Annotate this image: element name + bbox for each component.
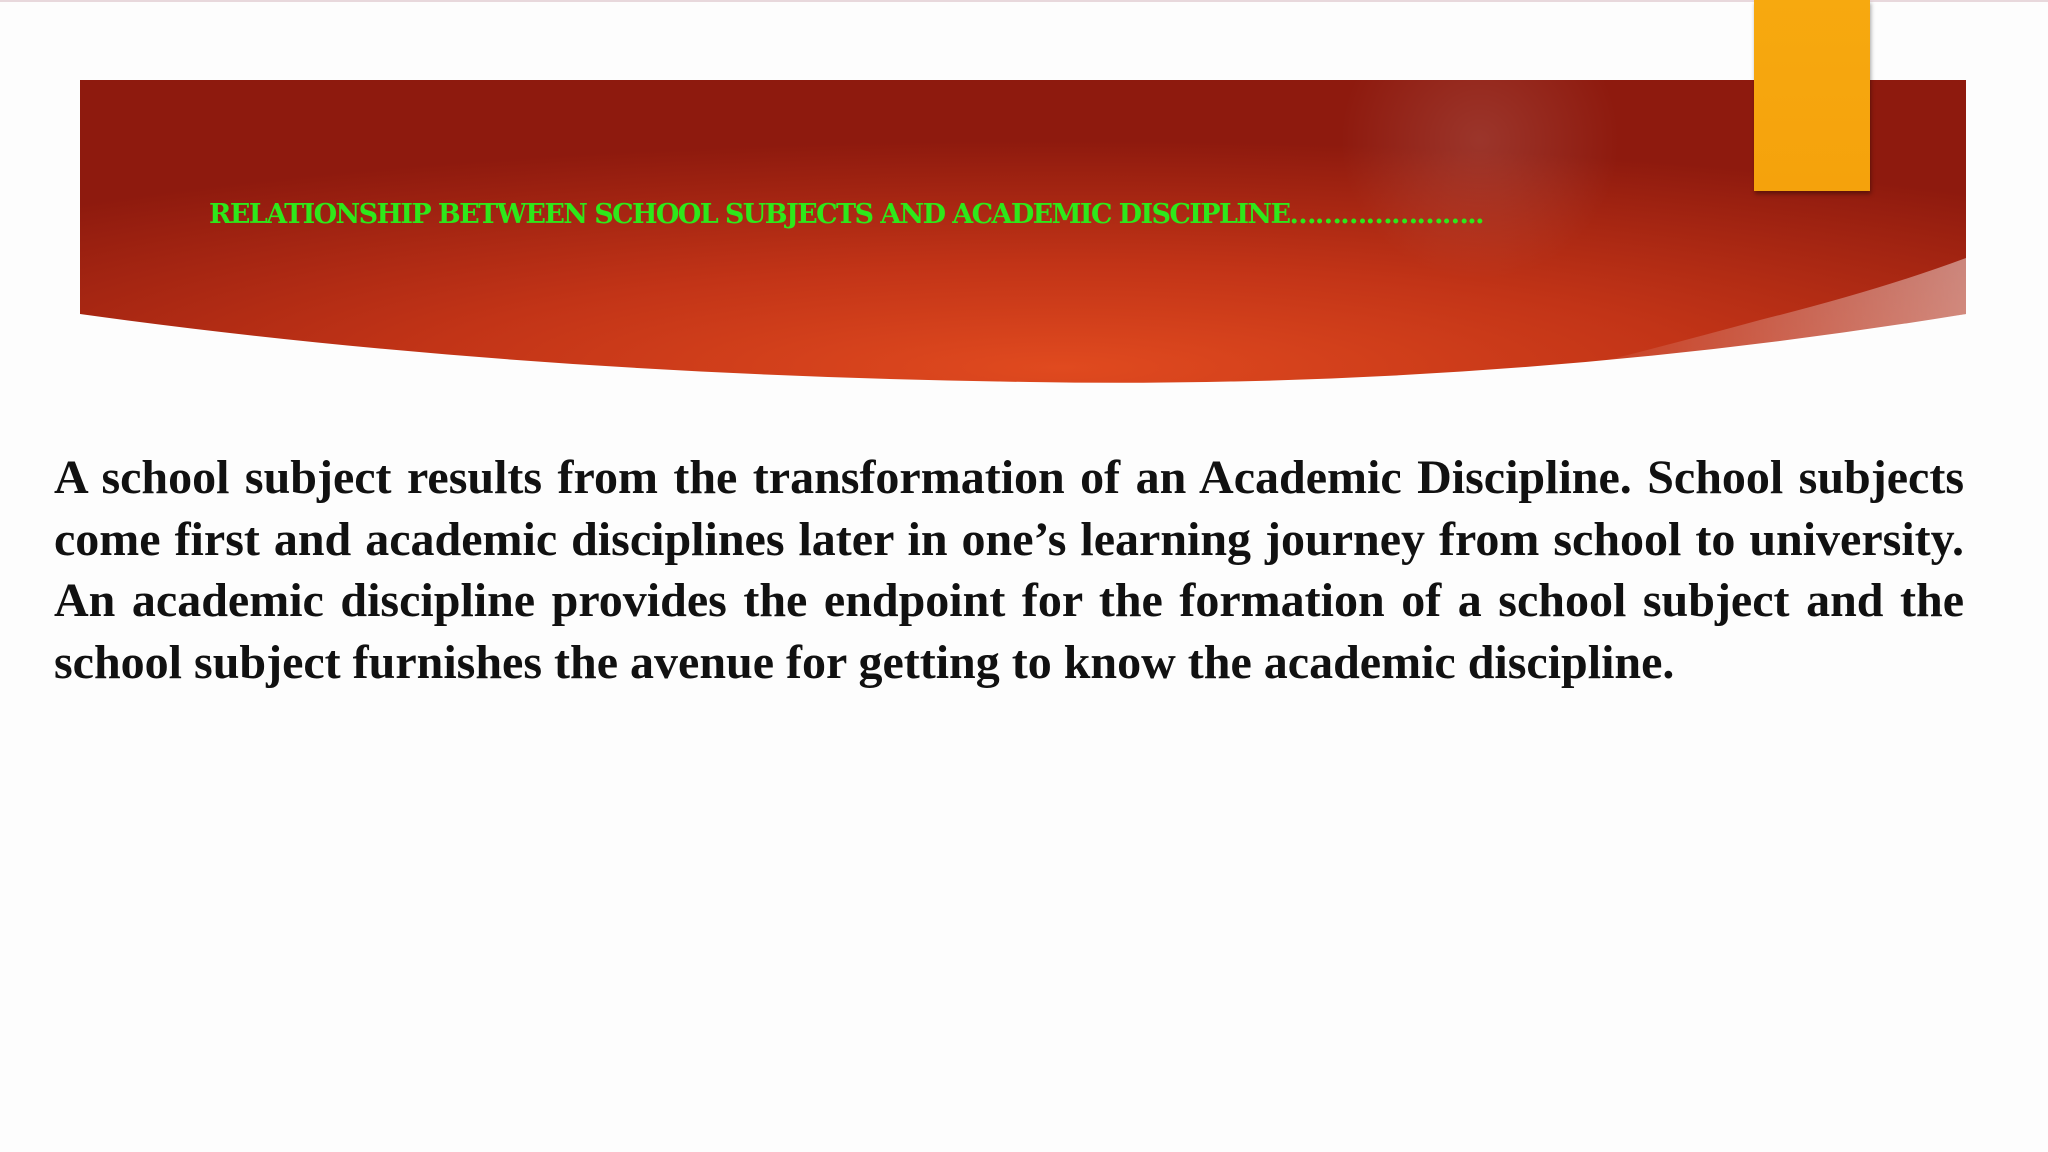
body-paragraph: A school subject results from the transformation of an Academic Discipline. School subjects come first and academic disciplines later in one’s learning journey from school to university. An academic discipline provides the endpoint for the formation of a school subject and the school subject furnishes the avenue for getting to know the academic discipline. [54,451,1964,689]
accent-tab [1754,0,1870,191]
slide-title: RELATIONSHIP BETWEEN SCHOOL SUBJECTS AND ACADEMIC DISCIPLINE………………….. [209,199,1483,230]
